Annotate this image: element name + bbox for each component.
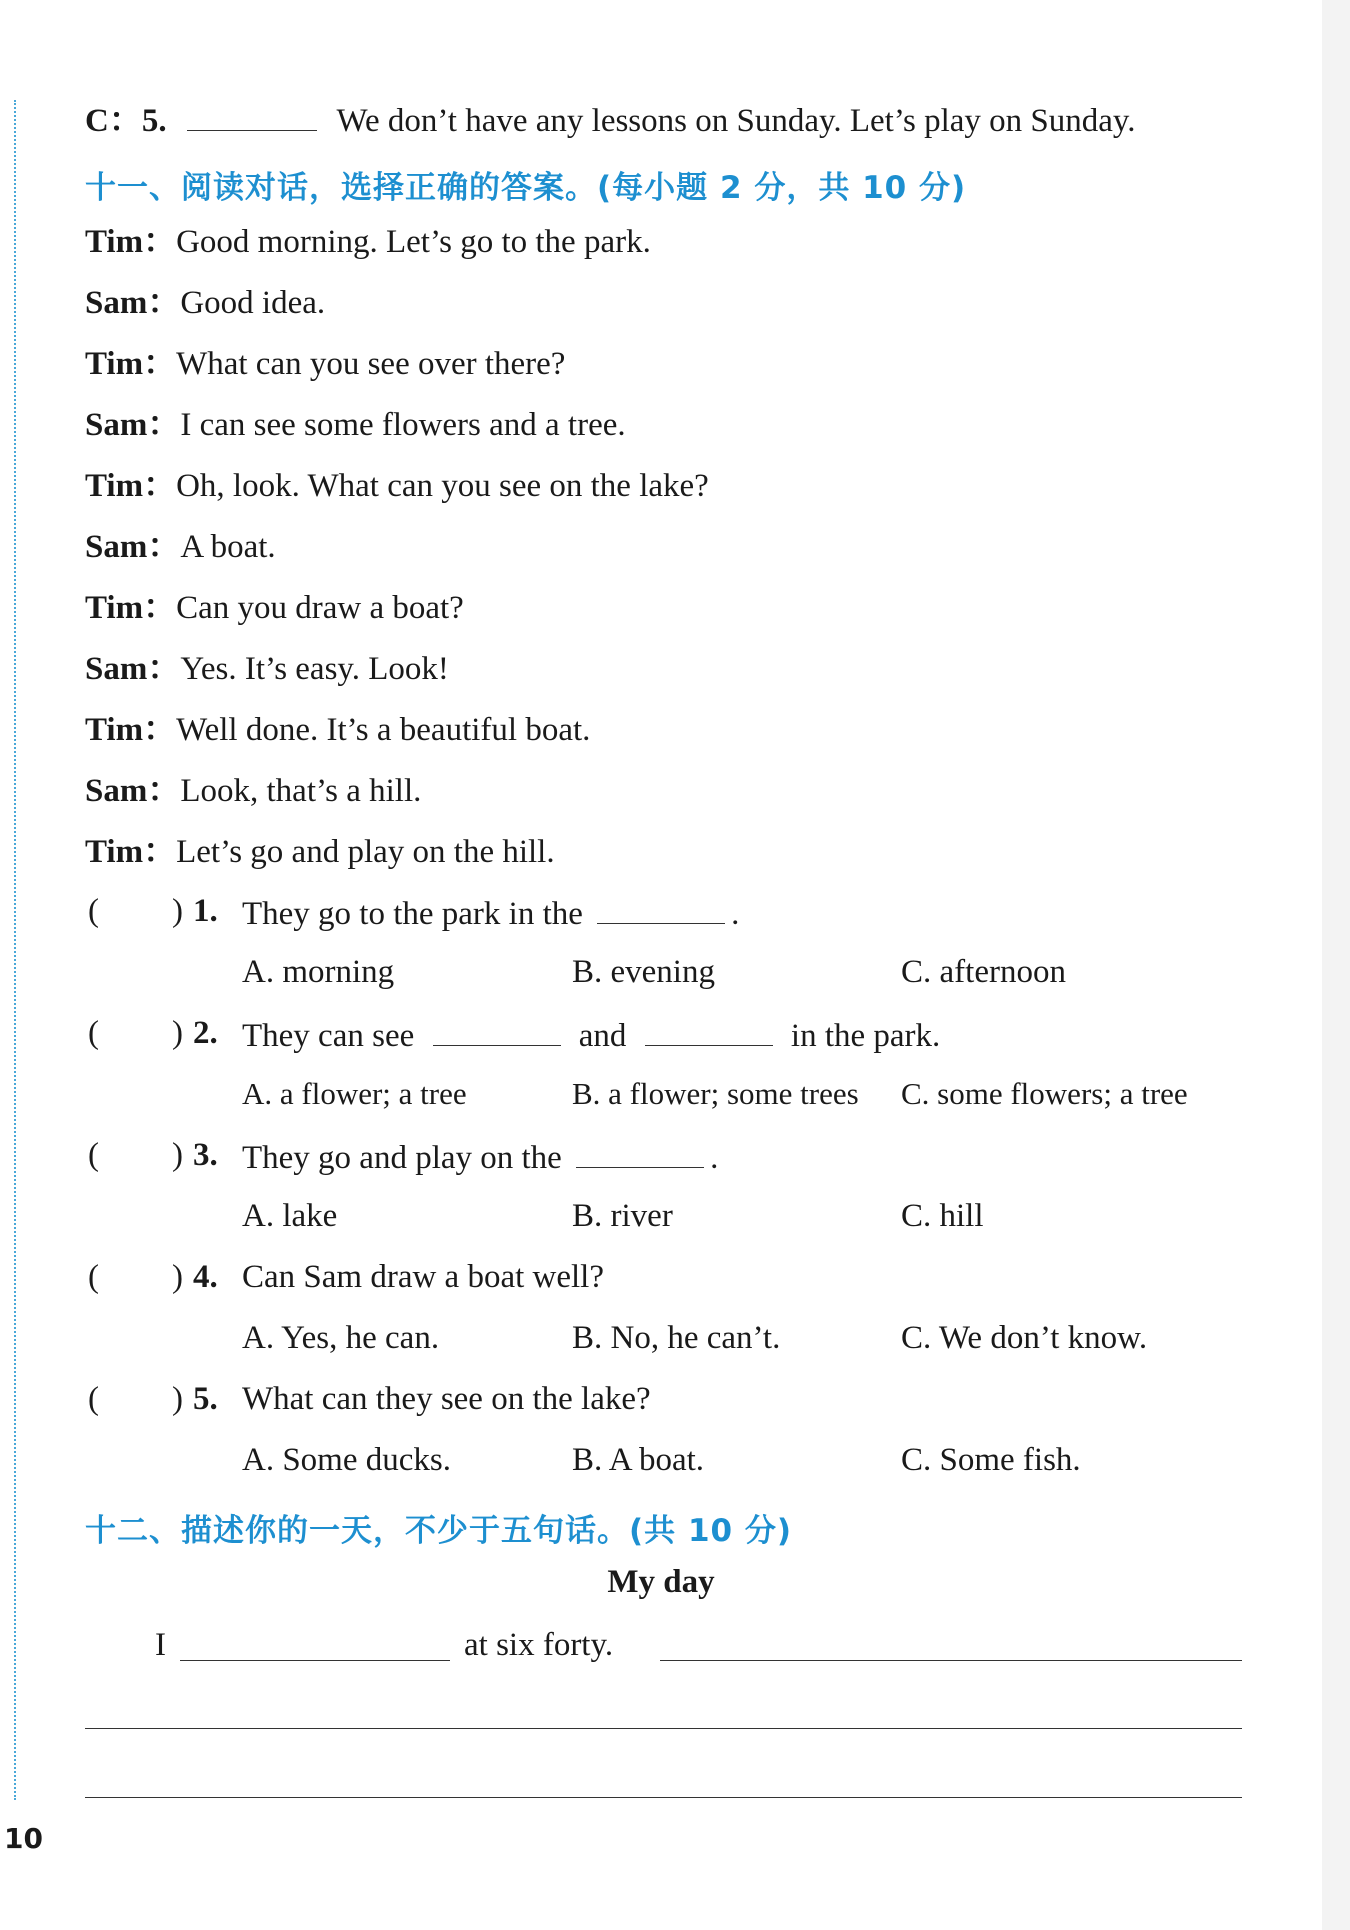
question-text (242, 1259, 604, 1296)
speaker: Tim： (85, 468, 177, 504)
line-text: A boat. (180, 529, 276, 565)
margin-dotted-line (14, 100, 16, 1800)
speaker: Tim： (85, 224, 177, 260)
section-12-heading: 十二、描述你的一天，不少于五句话。(共 10 分) (85, 1513, 793, 1549)
answer-paren-open: ( (88, 1381, 99, 1417)
answer-paren-close: ) (172, 1259, 183, 1295)
answer-box[interactable] (98, 1137, 168, 1177)
answer-box[interactable] (98, 1259, 168, 1299)
option-b[interactable]: B. A boat. (572, 1442, 705, 1478)
option-a[interactable]: A. a flower; a tree (242, 1076, 467, 1111)
speaker: Sam： (85, 407, 181, 443)
line-text: Let’s go and play on the hill. (176, 834, 555, 870)
dialogue-line (85, 588, 464, 628)
question-text-part: Can Sam draw a boat well? (242, 1259, 604, 1295)
answer-box[interactable] (98, 893, 168, 933)
option-c[interactable]: C. We don’t know. (901, 1320, 1148, 1356)
option-c[interactable]: C. some flowers; a tree (901, 1076, 1188, 1111)
question-text-part: They go and play on the (242, 1140, 562, 1176)
speaker: Sam： (85, 285, 181, 321)
answer-paren-close: ) (172, 1137, 183, 1173)
dialogue-line (85, 344, 565, 384)
essay-start-word: I (155, 1627, 166, 1663)
answer-blank[interactable] (187, 100, 317, 131)
essay-middle-text: at six forty. (464, 1627, 614, 1663)
dialogue-line (85, 649, 449, 689)
question-text-part: They go to the park in the (242, 896, 583, 932)
dialogue-line (85, 771, 421, 811)
answer-paren-close: ) (172, 1015, 183, 1051)
question-text-end: . (731, 896, 740, 932)
question-text-part: and (578, 1018, 627, 1054)
line-text: Look, that’s a hill. (180, 773, 422, 809)
question-number: 2. (193, 1015, 218, 1051)
line-text: Well done. It’s a beautiful boat. (176, 712, 591, 748)
dialogue-line (85, 466, 709, 506)
writing-blank[interactable] (180, 1660, 450, 1661)
option-a[interactable]: A. morning (242, 954, 395, 990)
option-a[interactable]: A. Yes, he can. (242, 1320, 440, 1356)
dialogue-line (85, 527, 276, 567)
previous-answer-line (85, 100, 1136, 141)
question-number: 3. (193, 1137, 218, 1173)
answer-paren-close: ) (172, 893, 183, 929)
answer-paren-open: ( (88, 1259, 99, 1295)
question-blank[interactable] (597, 893, 725, 924)
speaker: Sam： (85, 651, 181, 687)
option-b[interactable]: B. No, he can’t. (572, 1320, 781, 1356)
writing-line[interactable] (85, 1728, 1242, 1729)
speaker: Tim： (85, 712, 177, 748)
option-b[interactable]: B. evening (572, 954, 715, 990)
option-c[interactable]: C. Some fish. (901, 1442, 1081, 1478)
question-text-part: They can see (242, 1018, 415, 1054)
answer-paren-open: ( (88, 893, 99, 929)
question-text-part: What can they see on the lake? (242, 1381, 651, 1417)
option-c[interactable]: C. afternoon (901, 954, 1066, 990)
line-text: Can you draw a boat? (176, 590, 464, 626)
page-number: 10 (4, 1822, 43, 1855)
dialogue-line (85, 710, 590, 750)
answer-label: C：5. (85, 103, 167, 139)
question-number: 1. (193, 893, 218, 929)
question-blank[interactable] (576, 1137, 704, 1168)
dialogue-line (85, 832, 555, 872)
answer-box[interactable] (98, 1015, 168, 1055)
line-text: Oh, look. What can you see on the lake? (176, 468, 709, 504)
speaker: Tim： (85, 346, 177, 382)
speaker: Tim： (85, 834, 177, 870)
answer-paren-open: ( (88, 1015, 99, 1051)
line-text: Good idea. (180, 285, 326, 321)
line-text: Good morning. Let’s go to the park. (176, 224, 651, 260)
speaker: Sam： (85, 529, 181, 565)
option-c[interactable]: C. hill (901, 1198, 984, 1234)
speaker: Sam： (85, 773, 181, 809)
answer-paren-close: ) (172, 1381, 183, 1417)
question-text (242, 1137, 718, 1177)
option-a[interactable]: A. Some ducks. (242, 1442, 451, 1478)
answer-sentence: We don’t have any lessons on Sunday. Let’s play on Sunday. (336, 103, 1136, 139)
option-a[interactable]: A. lake (242, 1198, 338, 1234)
line-text: Yes. It’s easy. Look! (180, 651, 449, 687)
writing-line[interactable] (85, 1797, 1242, 1798)
dialogue-line (85, 405, 626, 445)
dialogue-line (85, 283, 325, 323)
option-b[interactable]: B. a flower; some trees (572, 1076, 859, 1111)
question-text (242, 1015, 940, 1055)
question-text-end: in the park. (790, 1018, 941, 1054)
speaker: Tim： (85, 590, 177, 626)
question-number: 5. (193, 1381, 218, 1417)
line-text: I can see some flowers and a tree. (180, 407, 626, 443)
section-11-heading: 十一、阅读对话，选择正确的答案。(每小题 2 分，共 10 分) (85, 170, 967, 206)
question-number: 4. (193, 1259, 218, 1295)
question-text (242, 1381, 651, 1418)
question-text-end: . (710, 1140, 719, 1176)
essay-title: My day (607, 1564, 715, 1600)
line-text: What can you see over there? (176, 346, 566, 382)
question-blank[interactable] (433, 1015, 561, 1046)
question-blank[interactable] (645, 1015, 773, 1046)
dialogue-line (85, 222, 651, 262)
option-b[interactable]: B. river (572, 1198, 673, 1234)
question-text (242, 893, 739, 933)
answer-paren-open: ( (88, 1137, 99, 1173)
writing-line[interactable] (660, 1660, 1242, 1661)
answer-box[interactable] (98, 1381, 168, 1421)
